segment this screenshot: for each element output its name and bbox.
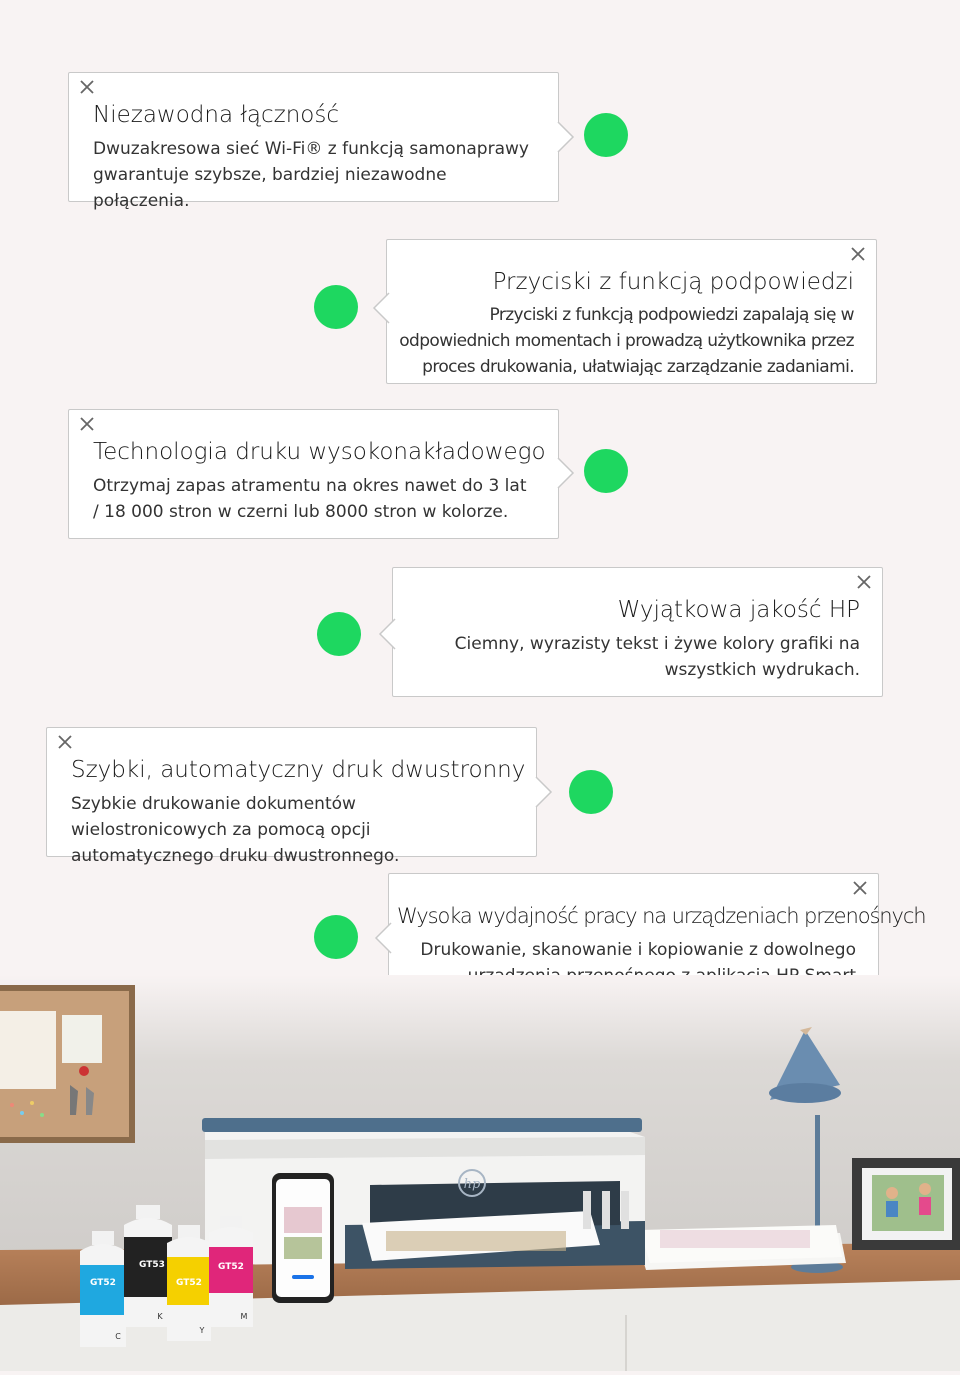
hotspot-high-volume[interactable]: [584, 449, 628, 493]
feature-description: Dwuzakresowa sieć Wi-Fi® z funkcją samonaprawy gwarantuje szybsze, bardziej niezawodne połączenia.: [93, 139, 529, 211]
ink-bottle-label-text: GT52: [90, 1278, 116, 1288]
close-icon[interactable]: [856, 574, 872, 590]
ink-bottle-letter: C: [115, 1332, 121, 1341]
close-icon[interactable]: [79, 79, 95, 95]
close-icon[interactable]: [57, 734, 73, 750]
ink-bottle: [209, 1216, 253, 1327]
feature-description: Ciemny, wyrazisty tekst i żywe kolory grafiki na wszystkich wydrukach.: [454, 634, 860, 680]
ink-bottle: [80, 1231, 126, 1347]
close-icon[interactable]: [79, 416, 95, 432]
callout-pointer: [376, 618, 396, 650]
feature-callout-connectivity: [68, 72, 559, 211]
feature-callout-smart-buttons: [386, 239, 877, 384]
callout-pointer: [557, 121, 577, 153]
hotspot-connectivity[interactable]: [584, 113, 628, 157]
product-scene-illustration: [0, 975, 960, 1371]
ink-bottle-letter: M: [240, 1312, 248, 1321]
ink-bottle-letter: Y: [199, 1326, 205, 1335]
feature-title: Wyjątkowa jakość HP: [617, 597, 860, 623]
hotspot-hp-quality[interactable]: [317, 612, 361, 656]
printer-illustration: [202, 1118, 645, 1269]
corkboard: [0, 985, 135, 1143]
ink-bottle: [167, 1225, 211, 1341]
close-icon[interactable]: [852, 880, 868, 896]
hotspot-duplex[interactable]: [569, 770, 613, 814]
feature-description: Szybkie drukowanie dokumentów wielostronicowych za pomocą opcji automatycznego druku dwustronnego.: [71, 794, 400, 866]
smartphone: [272, 1173, 334, 1303]
feature-callout-high-volume: [68, 409, 559, 539]
ink-bottle-label-text: GT52: [218, 1262, 244, 1272]
ink-bottle-label: [80, 1265, 126, 1315]
callout-pointer: [535, 776, 555, 808]
ink-bottle-label-text: GT52: [176, 1278, 202, 1288]
callout-pointer: [557, 457, 577, 489]
feature-title: Niezawodna łączność: [93, 102, 340, 128]
feature-description: Przyciski z funkcją podpowiedzi zapalają się w odpowiednich momentach i prowadzą użytkownika przez proces drukowania, ułatwiając zarządzanie zadaniami.: [399, 305, 854, 377]
feature-title: Technologia druku wysokonakładowego: [93, 439, 546, 465]
feature-title: Wysoka wydajność pracy na urządzeniach przenośnych: [397, 904, 926, 928]
product-scene: [0, 975, 960, 1371]
ink-bottle: [124, 1205, 172, 1327]
feature-title: Przyciski z funkcją podpowiedzi: [492, 269, 854, 295]
feature-description: Drukowanie, skanowanie i kopiowanie z dowolnego: [420, 940, 856, 960]
hp-logo: hp: [463, 1177, 481, 1192]
callout-pointer: [372, 922, 392, 954]
ink-bottle-label-text: GT53: [139, 1260, 165, 1270]
photo-frame: [852, 1158, 960, 1250]
hotspot-mobile[interactable]: [314, 915, 358, 959]
callout-pointer: [370, 292, 390, 324]
ink-bottle-letter: K: [157, 1312, 163, 1321]
feature-description: Otrzymaj zapas atramentu na okres nawet do 3 lat / 18 000 stron w czerni lub 8000 stron w kolorze.: [93, 476, 527, 522]
feature-callout-hp-quality: [392, 567, 883, 697]
hotspot-smart-buttons[interactable]: [314, 285, 358, 329]
close-icon[interactable]: [850, 246, 866, 262]
feature-callout-duplex: [46, 727, 537, 866]
feature-title: Szybki, automatyczny druk dwustronny: [71, 757, 526, 783]
printed-pages: [636, 1225, 846, 1270]
